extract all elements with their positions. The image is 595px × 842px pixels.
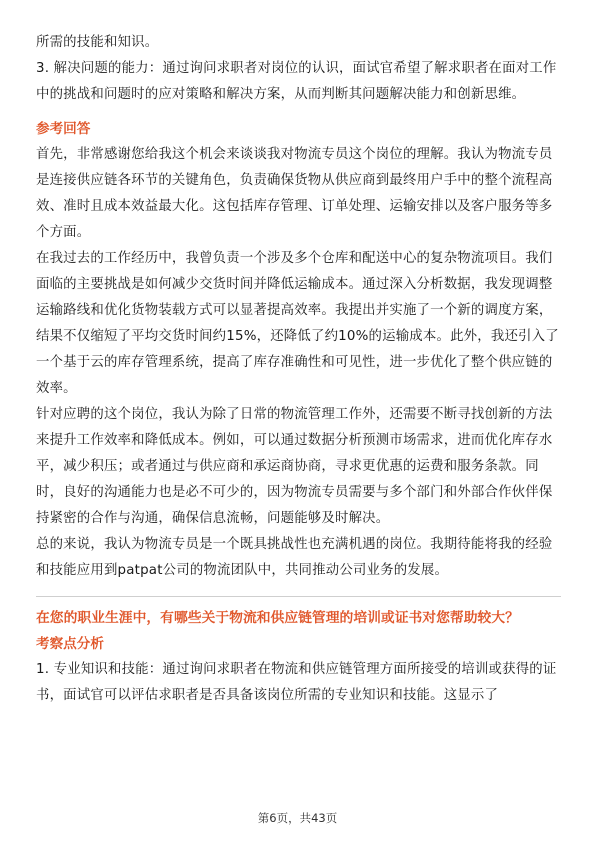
answer-paragraph-3: 针对应聘的这个岗位，我认为除了日常的物流管理工作外，还需要不断寻找创新的方法来提升工作效率和降低成本。例如，可以通过数据分析预测市场需求，进而优化库存水平，减少积压；或者通过与供应商和承运商协商，寻求更优惠的运费和服务条款。同时，良好的沟通能力也是必不可少的，因为物流专员需要与多个部门和外部合作伙伴保持紧密的合作与沟通，确保信息流畅，问题能够及时解决。 <box>36 407 553 526</box>
answer-heading: 参考回答 <box>36 121 91 137</box>
paragraph-top-1: 所需的技能和知识。 <box>36 35 159 50</box>
analysis-heading: 考察点分析 <box>36 636 104 652</box>
page-footer: 第6页，共43页 <box>257 811 338 825</box>
paragraph-top-2: 3. 解决问题的能力：通过询问求职者对岗位的认识，面试官希望了解求职者在面对工作中的挑战和问题时的应对策略和解决方案，从而判断其问题解决能力和创新思维。 <box>36 61 557 102</box>
analysis-paragraph-1: 1. 专业知识和技能：通过询问求职者在物流和供应链管理方面所接受的培训或获得的证书，面试官可以评估求职者是否具备该岗位所需的专业知识和技能。这显示了 <box>36 662 557 703</box>
answer-paragraph-2: 在我过去的工作经历中，我曾负责一个涉及多个仓库和配送中心的复杂物流项目。我们面临的主要挑战是如何减少交货时间并降低运输成本。通过深入分析数据，我发现调整运输路线和优化货物装载方式可以显著提高效率。我提出并实施了一个新的调度方案，结果不仅缩短了平均交货时间约15%，还降低了约10%的运输成本。此外，我还引入了一个基于云的库存管理系统，提高了库存准确性和可见性，进一步优化了整个供应链的效率。 <box>36 251 559 396</box>
page-content <box>36 30 561 709</box>
answer-paragraph-1: 首先，非常感谢您给我这个机会来谈谈我对物流专员这个岗位的理解。我认为物流专员是连接供应链各环节的关键角色，负责确保货物从供应商到最终用户手中的整个流程高效、准时且成本效益最大化。这包括库存管理、订单处理、运输安排以及客户服务等多个方面。 <box>36 147 553 240</box>
answer-paragraph-4: 总的来说，我认为物流专员是一个既具挑战性也充满机遇的岗位。我期待能将我的经验和技能应用到patpat公司的物流团队中，共同推动公司业务的发展。 <box>36 537 553 578</box>
question-title: 在您的职业生涯中，有哪些关于物流和供应链管理的培训或证书对您帮助较大？ <box>36 610 519 626</box>
section-divider <box>36 596 561 597</box>
